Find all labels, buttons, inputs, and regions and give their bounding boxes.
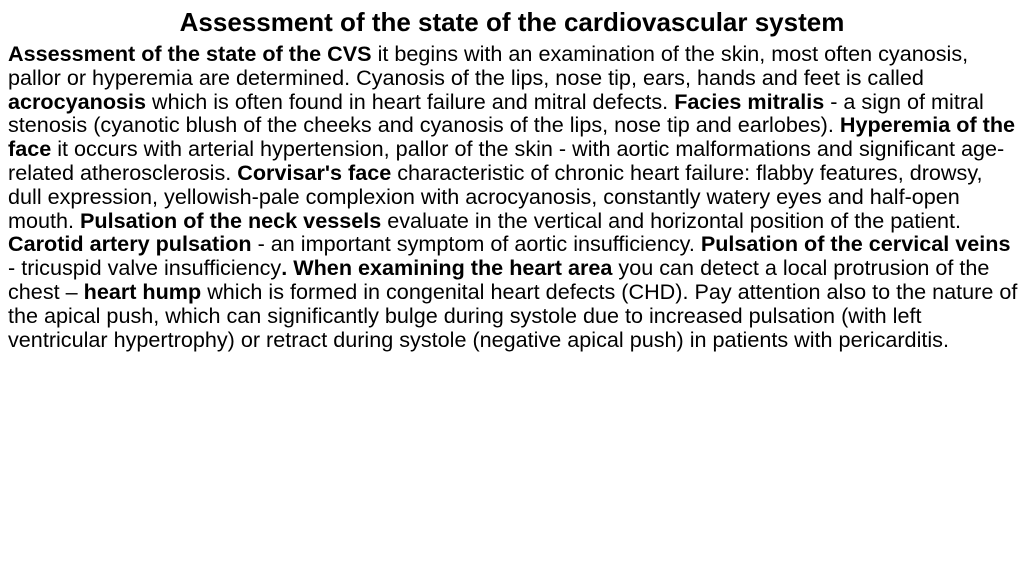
body-paragraph [8, 42, 1020, 351]
bold-term: Hyperemia of the face [8, 112, 1016, 162]
slide-title: Assessment of the state of the cardiovascular system [179, 7, 845, 37]
body-text-span: which is formed in congenital heart defects (CHD). Pay attention also to the nature of the apical push, which can significantly bulge during systole due to increased pulsation (with left ventricular hypertrophy) or retract during systole (negative apical push) in patients with pericarditis. [8, 278, 1018, 352]
body-text-span: it begins with an examination of the skin, most often cyanosis, pallor or hyperemia are determined. Cyanosis of the lips, nose tip, ears, hands and feet is called [8, 41, 969, 90]
body-text-span: - an important symptom of aortic insufficiency. [251, 231, 701, 257]
bold-term: When examining the heart area [293, 255, 613, 281]
body-text-span: characteristic of chronic heart failure: flabby features, drowsy, dull expression, yellowish-pale complexion with acrocyanosis, constantly watery eyes and half-open mouth. [8, 159, 983, 233]
body-text-span: you can detect a local protrusion of the chest – [8, 255, 990, 304]
body-text-span: evaluate in the vertical and horizontal position of the patient. [381, 207, 962, 233]
bold-term: Corvisar's face [237, 159, 392, 185]
bold-term: Pulsation of the neck vessels [80, 207, 382, 233]
bold-term: acrocyanosis [8, 88, 147, 114]
body-text-span: it occurs with arterial hypertension, pallor of the skin - with aortic malformations and significant age-related atherosclerosis. [8, 136, 1005, 185]
bold-term: heart hump [83, 278, 202, 304]
body-text-span: - tricuspid valve insufficiency [8, 255, 282, 281]
body-text-span: - a sign of mitral stenosis (cyanotic blush of the cheeks and cyanosis of the lips, nose tip and earlobes). [8, 88, 984, 138]
bold-term: Carotid artery pulsation [8, 231, 252, 257]
bold-term: Pulsation of the cervical veins [700, 231, 1011, 257]
bold-term: Facies mitralis [674, 88, 825, 114]
bold-term: . [281, 255, 288, 281]
bold-term: Assessment of the state of the CVS [8, 41, 372, 66]
body-text-span: which is often found in heart failure and mitral defects. [146, 88, 675, 114]
